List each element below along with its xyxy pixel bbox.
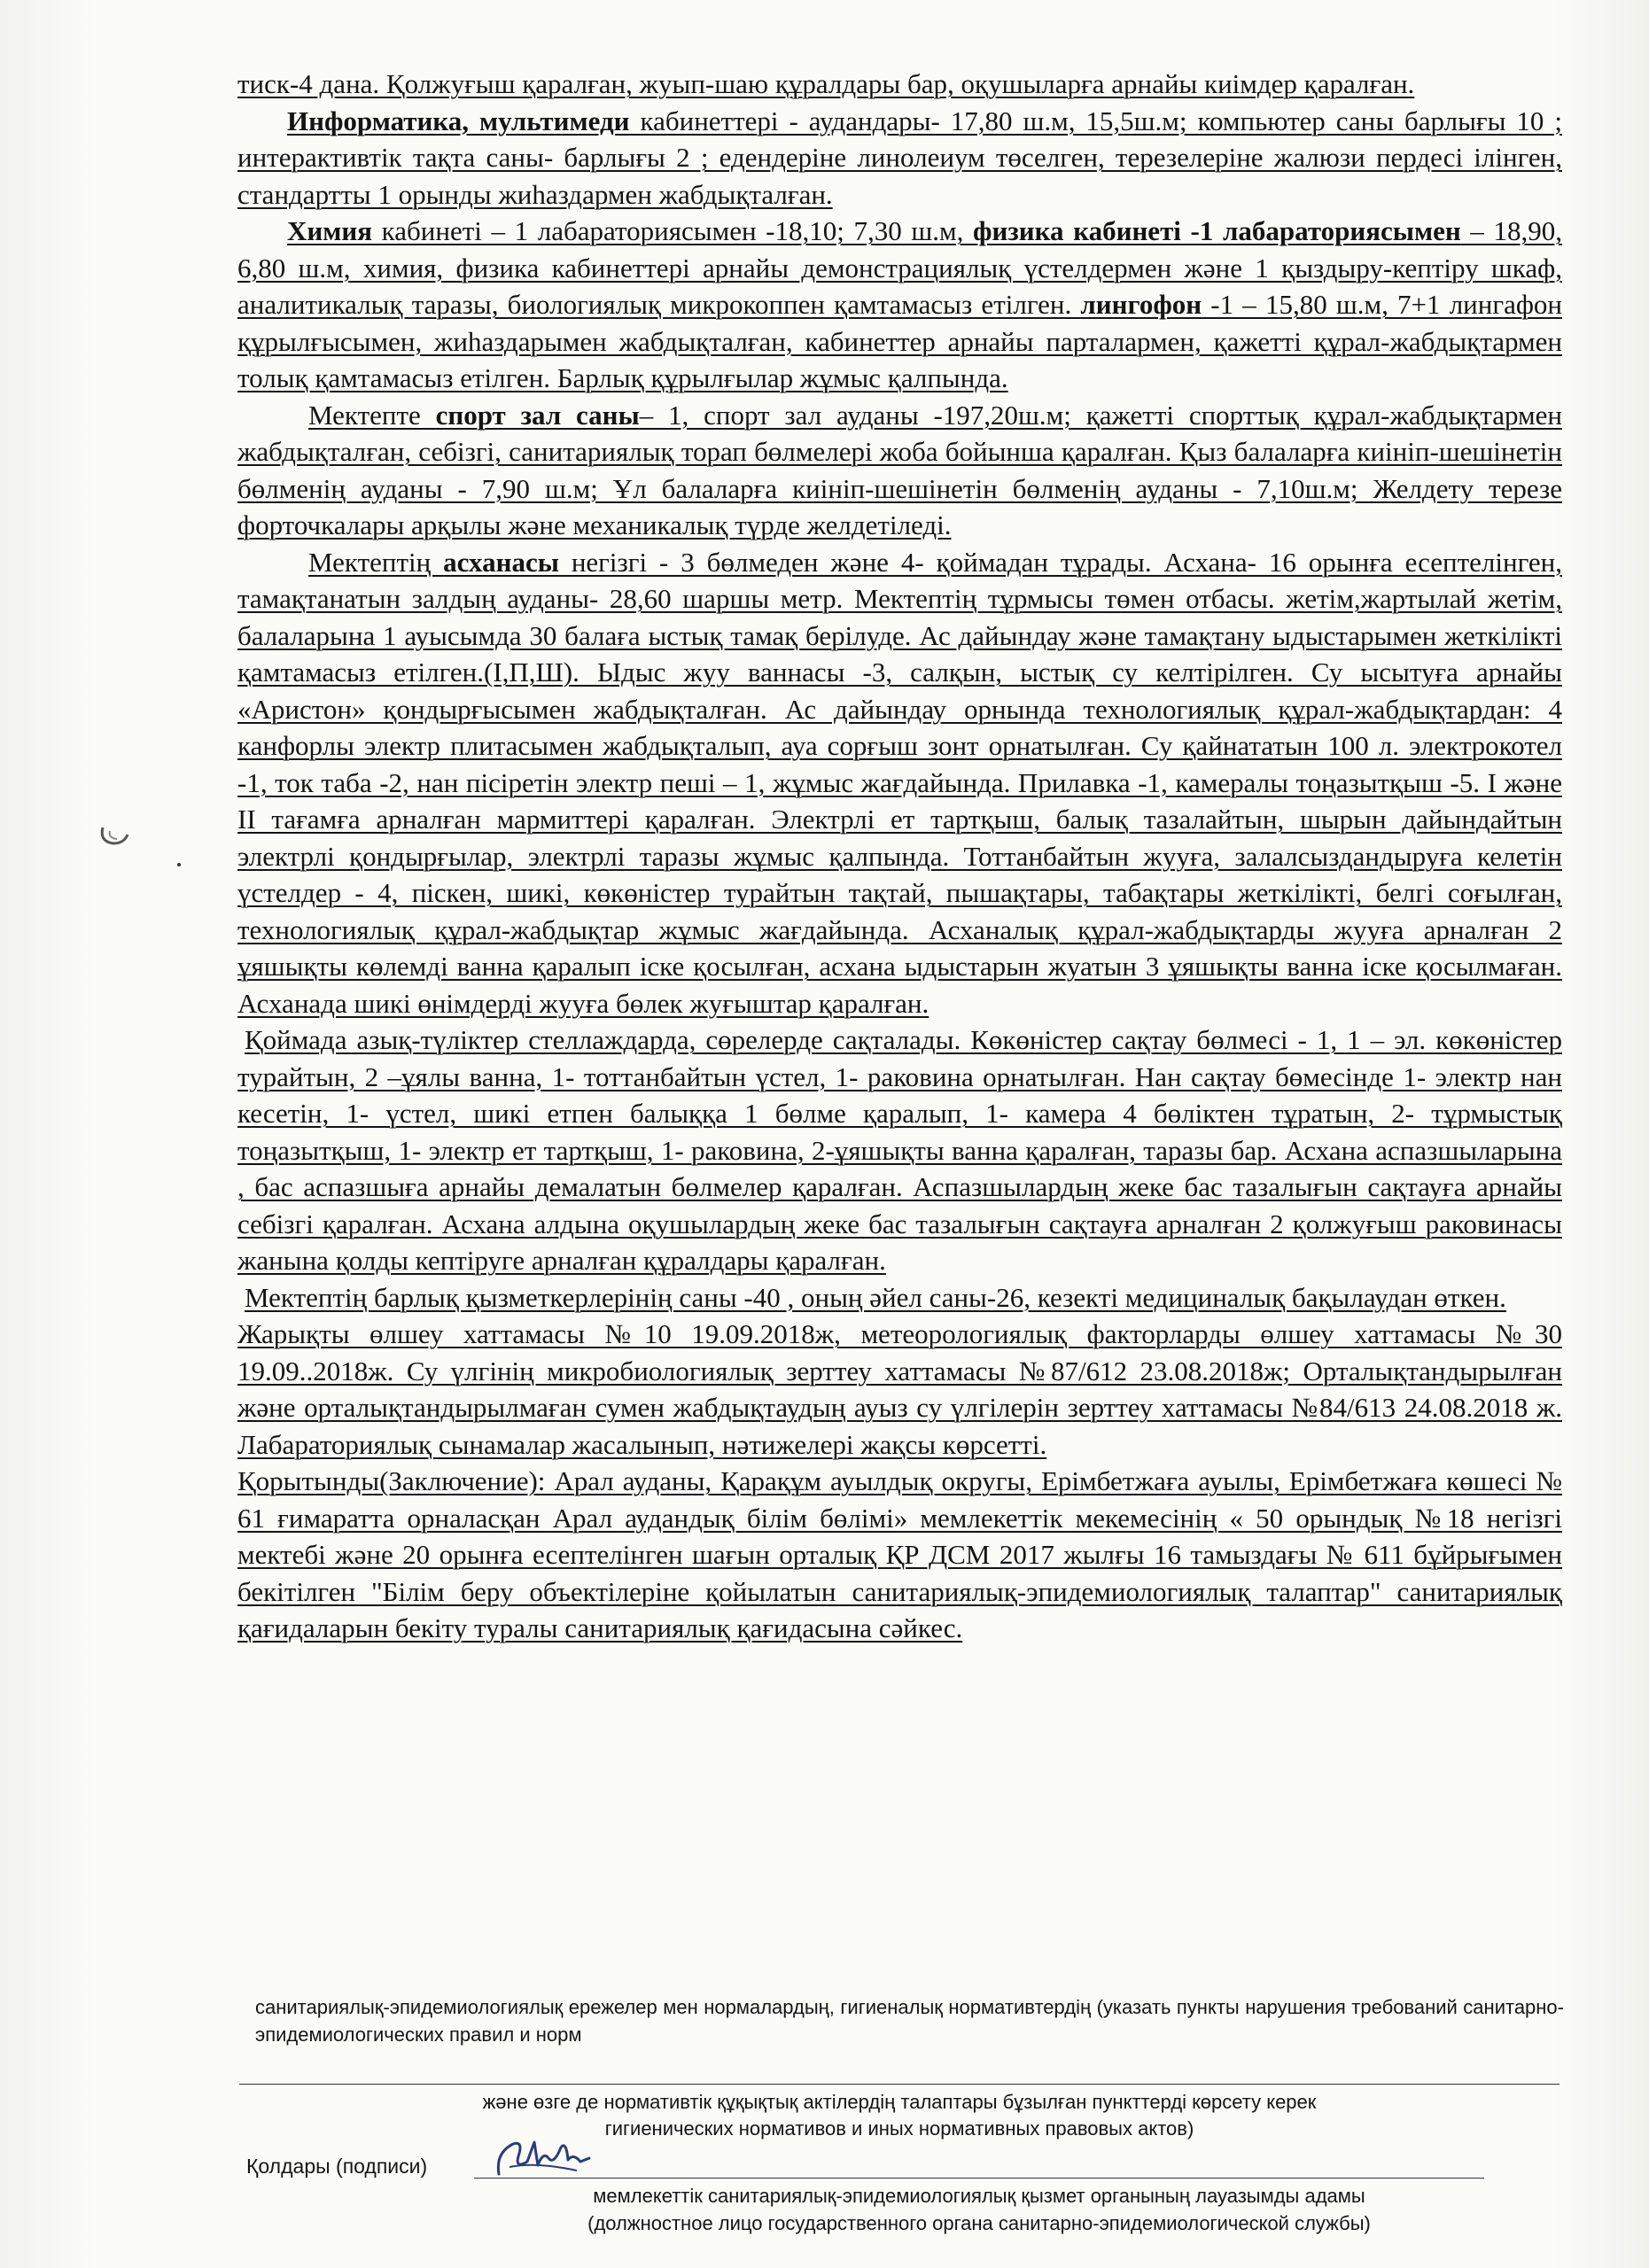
- paragraph-informatics: [237, 103, 1562, 214]
- paragraph-heading: физика кабинеті -1 лабараториясымен: [973, 215, 1461, 246]
- paragraph-text: Арал ауданы, Қарақұм ауылдық округы, Ерімбетжаға ауылы, Ерімбетжаға көшесі № 61 ғимаратта орналасқан Арал аудандық білім бөлімі» мемлекеттік мекемесінің « 50 орындық №18 негізгі мектебі және 20 орынға есептелінген шағын орталық ҚР ДСМ 2017 жылғы 16 тамыздағы № 611 бұйрығымен бекітілген "Білім беру объектілеріне қойылатын санитариялық-эпидемиологиялық талаптар" санитариялық қағидаларын бекіту туралы санитариялық қағидасына сәйкес.: [237, 1465, 1562, 1643]
- paragraph-equipment-continued: [237, 66, 1562, 103]
- paragraph-text: – 18,90, 6,80 ш.м, химия, физика кабинеттері арнайы демонстрациялық үстелдермен және 1 қыздыру-кептіру шкаф, аналитикалық таразы, биологиялық микрокоппен қамтамасыз етілген.: [237, 215, 1563, 320]
- paragraph-chemistry-physics: [237, 213, 1562, 397]
- paragraph-text: негізгі - 3 бөлмеден және 4- қоймадан тұрады. Асхана- 16 орынға есептелінген, тамақтанатын залдың ауданы- 28,60 шаршы метр. Мектептің тұрмысы төмен отбасы. жетім,жартылай жетім, балаларына 1 ауысымда 30 балаға ыстық тамақ берілуде. Ас дайындау және тамақтану ыдыстарымен жеткілікті қамтамасыз етілген.(I,П,Ш). Ыдыс жуу ваннасы -3, салқын, ыстық су келтірілген. Су ысытуға арнайы «Аристон» қондырғысымен жабдықталған. Ас дайындау орнында технологиялық құрал-жабдықтардан: 4 канфорлы электр плитасымен жабдықталып, ауа сорғыш зонт орнатылған. Су қайнататын 100 л. электрокотел -1, ток таба -2, нан пісіретін электр пеші – 1, жұмыс жағдайында. Прилавка -1, камералы тоңазытқыш -5. I және II тағамға арналған мармиттері қаралған. Электрлі ет тартқыш, балық тазалайтын, шырын дайындайтын электрлі қондырғылар, электрлі таразы жұмыс қалпында. Тоттанбайтын жууға, залалсыздандыруға келетін үстелдер - 4, піскен, шикі, көкөністер турайтын тақтай, пышақтары, табақтары жеткілікті, белгі соғылған, технологиялық құрал-жабдықтар жұмыс жағдайында. Асханалық құрал-жабдықтарды жууға арналған 2 ұяшықты көлемді ванна қаралып іске қосылған, асхана ыдыстарын жуатын 3 ұяшықты ванна іске қосылмаған. Асханада шикі өнімдерді жууға бөлек жуғыштар қаралған.: [237, 546, 1563, 1019]
- paragraph-text: кабинеттері - аудандары- 17,80 ш.м, 15,5ш.м; компьютер саны барлығы 10 ; интерактивтік тақта саны- барлығы 2 ; едендеріне линолеиум төселген, терезелеріне жалюзи пердесі ілінген, стандартты 1 орынды жиһаздармен жабдықталған.: [237, 105, 1563, 210]
- paragraph-canteen: [237, 544, 1562, 1022]
- handwritten-signature-icon: [492, 2135, 594, 2179]
- signature-label: Қолдары (подписи): [246, 2155, 428, 2178]
- paragraph-text: тиск-4 дана. Қолжуғыш қаралған, жуып-шаю құралдары бар, оқушыларға арнайы киімдер қаралған.: [237, 68, 1415, 99]
- paragraph-storage: [237, 1021, 1562, 1279]
- paragraph-sports-hall: [237, 397, 1562, 544]
- paragraph-heading: Информатика, мультимеди: [287, 105, 630, 136]
- footer-instruction-ru: гигиенических нормативов и иных нормативных правовых актов): [604, 2117, 1194, 2140]
- footer-instruction-kz: және өзге де нормативтік құқықтық актілердің талаптары бұзылған пункттерді көрсету керек: [482, 2091, 1317, 2113]
- punch-hole-mark-icon: [97, 822, 142, 849]
- paragraph-text: Мектептің: [308, 546, 444, 578]
- paragraph-text: -1 – 15,80 ш.м, 7+1 лингафон құрылғысымен, жиһаздарымен жабдықталған, кабинеттер арнайы парталармен, қажетті құрал-жабдықтармен толық қамтамасыз етілген. Барлық құрылғылар жұмыс қалпында.: [237, 289, 1563, 393]
- official-position-ru: (должностное лицо государственного органа санитарно-эпидемиологической службы): [587, 2212, 1371, 2234]
- paragraph-text: Жарықты өлшеу хаттамасы №10 19.09.2018ж, метеорологиялық факторларды өлшеу хаттамасы №30 19.09..2018ж. Су үлгінің микробиологиялық зерттеу хаттамасы №87/612 23.08.2018ж; Орталықтандырылған және орталықтандырылмаған сумен жабдықтаудың ауыз су үлгілерін зерттеу хаттамасы №84/613 24.08.2018 ж. Лабараториялық сынамалар жасалынып, нәтижелері жақсы көрсетті.: [237, 1318, 1562, 1460]
- paragraph-heading: лингофон: [1080, 289, 1202, 320]
- paragraph-protocols: [237, 1316, 1562, 1463]
- paragraph-heading: спорт зал саны: [435, 399, 640, 431]
- footer-note: [239, 1993, 1564, 2048]
- document-body: [237, 66, 1562, 1647]
- paragraph-text: кабинеті – 1 лабараториясымен -18,10; 7,30 ш.м,: [372, 215, 974, 246]
- paragraph-staff: [237, 1279, 1562, 1317]
- paragraph-text: Мектептің барлық қызметкерлерінің саны -40 , оның әйел саны-26, кезекті медициналық бақылаудан өткен.: [245, 1281, 1506, 1313]
- conclusion-label: Қорытынды(Заключение):: [237, 1465, 546, 1496]
- paragraph-text: – 1, спорт зал ауданы -197,20ш.м; қажетті спорттық құрал-жабдықтармен жабдықталған, себізгі, санитариялық торап бөлмелері жоба бойынша қаралған. Қыз балаларға киініп-шешінетін бөлменің ауданы - 7,90 ш.м; Ұл балаларға киініп-шешінетін бөлменің ауданы - 7,10ш.м; Желдету терезе форточкалары арқылы және механикалық түрде желдетіледі.: [237, 399, 1562, 540]
- paragraph-text: Қоймада азық-түліктер стеллаждарда, сөрелерде сақталады. Көкөністер сақтау бөлмесі - 1, 1 – эл. көкөністер турайтын, 2 –ұялы ванна, 1- тоттанбайтын үстел, 1- раковина орнатылған. Нан сақтау бөмесінде 1- электр нан кесетін, 1- үстел, шикі етпен балыққа 1 бөлме қаралып, 1- камера 4 бөліктен тұратын, 2- тұрмыстық тоңазытқыш, 1- электр ет тартқыш, 1- раковина, 2-ұяшықты ванна қаралған, таразы бар. Асхана аспазшыларына , бас аспазшыға арнайы демалатын бөлмелер қаралған. Аспазшылардың жеке бас тазалығын сақтауға арнайы себізгі қаралған. Асхана алдына оқушылардың жеке бас тазалығын сақтауға арналған 2 қолжуғыш раковинасы жанына қолды кептіруге арналған құралдары қаралған.: [237, 1024, 1562, 1276]
- paragraph-conclusion: [237, 1463, 1562, 1647]
- footer-rule-1: [239, 2084, 1560, 2085]
- paragraph-heading: Химия: [287, 215, 372, 246]
- paragraph-heading: асханасы: [443, 546, 559, 578]
- paragraph-text: Мектепте: [308, 399, 436, 431]
- signature-rule: [474, 2178, 1484, 2179]
- footer-note-text: санитариялық-эпидемиологиялық ережелер мен нормалардың, гигиеналық нормативтердің (указать пункты нарушения требований санитарно-эпидемиологических правил и норм: [255, 1996, 1564, 2046]
- scan-speck: [177, 863, 181, 866]
- official-position-kz: мемлекеттік санитариялық-эпидемиологиялық қызмет органының лауазымды адамы: [593, 2185, 1365, 2207]
